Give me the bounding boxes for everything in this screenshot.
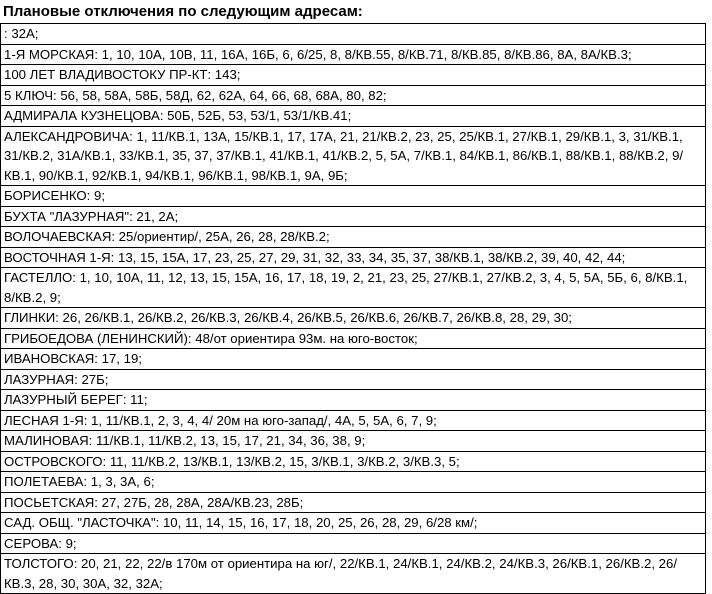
table-row: САД. ОБЩ. "ЛАСТОЧКА": 10, 11, 14, 15, 16, 17, 18, 20, 25, 26, 28, 29, 6/28 км/; [1, 513, 705, 534]
table-row: СЕРОВА: 9; [1, 534, 705, 555]
table-row: ГЛИНКИ: 26, 26/КВ.1, 26/КВ.2, 26/КВ.3, 26/КВ.4, 26/КВ.5, 26/КВ.6, 26/КВ.7, 26/КВ.8, 28, 29, 30; [1, 308, 705, 329]
table-row: ВОЛОЧАЕВСКАЯ: 25/ориентир/, 25А, 26, 28, 28/КВ.2; [1, 227, 705, 248]
address-table [0, 23, 706, 594]
table-row: 5 КЛЮЧ: 56, 58, 58А, 58Б, 58Д, 62, 62А, 64, 66, 68, 68А, 80, 82; [1, 86, 705, 107]
table-row: ЛАЗУРНЫЙ БЕРЕГ: 11; [1, 390, 705, 411]
table-row: 100 ЛЕТ ВЛАДИВОСТОКУ ПР-КТ: 143; [1, 65, 705, 86]
table-row: БУХТА "ЛАЗУРНАЯ": 21, 2А; [1, 207, 705, 228]
table-row: ТОЛСТОГО: 20, 21, 22, 22/в 170м от ориентира на юг/, 22/КВ.1, 24/КВ.1, 24/КВ.2, 24/КВ.3, 26/КВ.1, 26/КВ.2, 26/КВ.3, 28, 30, 30А, 32, 32А; [4, 556, 678, 591]
table-row: : 32А; [1, 24, 705, 45]
table-row: ЛАЗУРНАЯ: 27Б; [1, 370, 705, 391]
table-row: ОСТРОВСКОГО: 11, 11/КВ.2, 13/КВ.1, 13/КВ.2, 15, 3/КВ.1, 3/КВ.2, 3/КВ.3, 5; [1, 452, 705, 473]
table-row: ИВАНОВСКАЯ: 17, 19; [1, 349, 705, 370]
table-row: 1-Я МОРСКАЯ: 1, 10, 10А, 10В, 11, 16А, 16Б, 6, 6/25, 8, 8/КВ.55, 8/КВ.71, 8/КВ.85, 8/КВ.86, 8А, 8А/КВ.3; [1, 45, 705, 66]
table-row: БОРИСЕНКО: 9; [1, 186, 705, 207]
table-row: ПОСЬЕТСКАЯ: 27, 27Б, 28, 28А, 28А/КВ.23, 28Б; [1, 493, 705, 514]
table-row: ГАСТЕЛЛО: 1, 10, 10А, 11, 12, 13, 15, 15А, 16, 17, 18, 19, 2, 21, 23, 25, 27/КВ.1, 27/КВ.2, 3, 4, 5, 5А, 5Б, 6, 8/КВ.1, 8/КВ.2, 9; [1, 268, 705, 308]
table-row: МАЛИНОВАЯ: 11/КВ.1, 11/КВ.2, 13, 15, 17, 21, 34, 36, 38, 9; [1, 431, 705, 452]
page-title: Плановые отключения по следующим адресам: [3, 3, 363, 20]
table-row: ПОЛЕТАЕВА: 1, 3, 3А, 6; [1, 472, 705, 493]
table-row: ЛЕСНАЯ 1-Я: 1, 11/КВ.1, 2, 3, 4, 4/ 20м на юго-запад/, 4А, 5, 5А, 6, 7, 9; [1, 411, 705, 432]
table-row: АЛЕКСАНДРОВИЧА: 1, 11/КВ.1, 13А, 15/КВ.1, 17, 17А, 21, 21/КВ.2, 23, 25, 25/КВ.1, 27/КВ.1, 29/КВ.1, 3, 31/КВ.1, 31/КВ.2, 31А/КВ.1, 33/КВ.1, 35, 37, 37/КВ.1, 41/КВ.1, 41/КВ.2, 5, 5А, 7/КВ.1, 84/КВ.1, 86/КВ.1, 88/КВ.1, 88/КВ.2, 9/КВ.1, 90/КВ.1, 92/КВ.1, 94/КВ.1, 96/КВ.1, 98/КВ.1, 9А, 9Б; [1, 127, 705, 187]
table-row: ГРИБОЕДОВА (ЛЕНИНСКИЙ): 48/от ориентира 93м. на юго-восток; [1, 329, 705, 350]
table-row: АДМИРАЛА КУЗНЕЦОВА: 50Б, 52Б, 53, 53/1, 53/1/КВ.41; [1, 106, 705, 127]
table-row: ВОСТОЧНАЯ 1-Я: 13, 15, 15А, 17, 23, 25, 27, 29, 31, 32, 33, 34, 35, 37, 38/КВ.1, 38/КВ.2, 39, 40, 42, 44; [1, 248, 705, 269]
